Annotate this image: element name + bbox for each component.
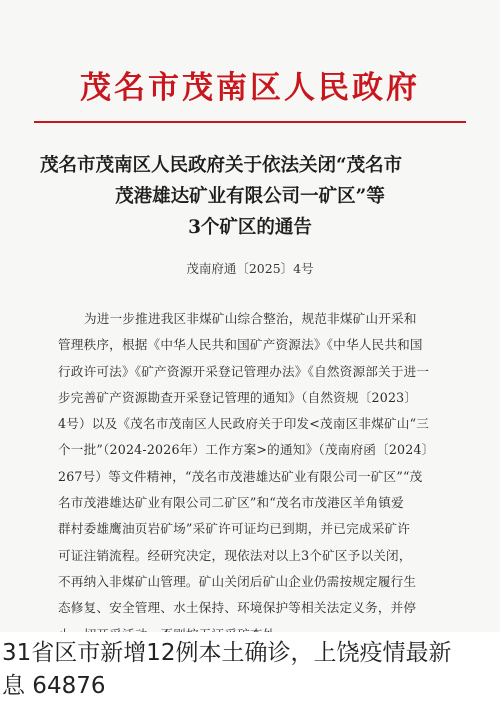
caption-line: 31省区市新增12例本土确诊，上饶疫情最新 — [2, 640, 452, 666]
body-line: 个一批”（2024-2026年）工作方案>的通知》（茂南府函〔2024〕 — [58, 442, 435, 458]
title-line: 3个矿区的通告 — [188, 217, 312, 238]
body-line: 行政许可法》《矿产资源开采登记管理办法》《自然资源部关于进一 — [58, 363, 430, 379]
caption-text — [2, 637, 498, 703]
body-line: 不再纳入非煤矿山管理。矿山关闭后矿山企业仍需按规定履行生 — [58, 573, 417, 589]
body-line: 可证注销流程。经研究决定，现依法对以上3个矿区予以关闭， — [58, 547, 412, 563]
body-line: 为进一步推进我区非煤矿山综合整治，规范非煤矿山开采和 — [84, 311, 417, 326]
body-line: 267号）等文件精神，“茂名市茂港雄达矿业有限公司一矿区”“茂 — [58, 468, 423, 484]
body-line: 步完善矿产资源勘查开采登记管理的通知》（自然资规〔2023〕 — [58, 389, 418, 405]
caption-line: 息 64876 — [2, 673, 106, 699]
title-line: 茂港雄达矿业有限公司一矿区”等 — [115, 186, 385, 207]
notice-body — [58, 306, 450, 648]
document-number: 茂南府通〔2025〕4号 — [186, 261, 314, 276]
notice-title — [40, 150, 460, 243]
body-line: 管理秩序，根据《中华人民共和国矿产资源法》《中华人民共和国 — [58, 337, 423, 353]
government-header: 茂名市茂南区人民政府 — [80, 70, 420, 106]
body-line: 态修复、安全管理、水土保持、环境保护等相关法定义务，并停 — [58, 600, 417, 616]
body-line: 名市茂港雄达矿业有限公司二矿区”和“茂名市茂港区羊角镇爱 — [58, 495, 404, 511]
body-line: 4号）以及《茂名市茂南区人民政府关于印发<茂南区非煤矿山“三 — [58, 416, 430, 432]
body-line: 群村委雄鹰油页岩矿场”采矿许可证均已到期，并已完成采矿许 — [58, 521, 411, 537]
header-red-line — [34, 121, 466, 123]
title-line: 茂名市茂南区人民政府关于依法关闭“茂名市 — [40, 155, 403, 176]
